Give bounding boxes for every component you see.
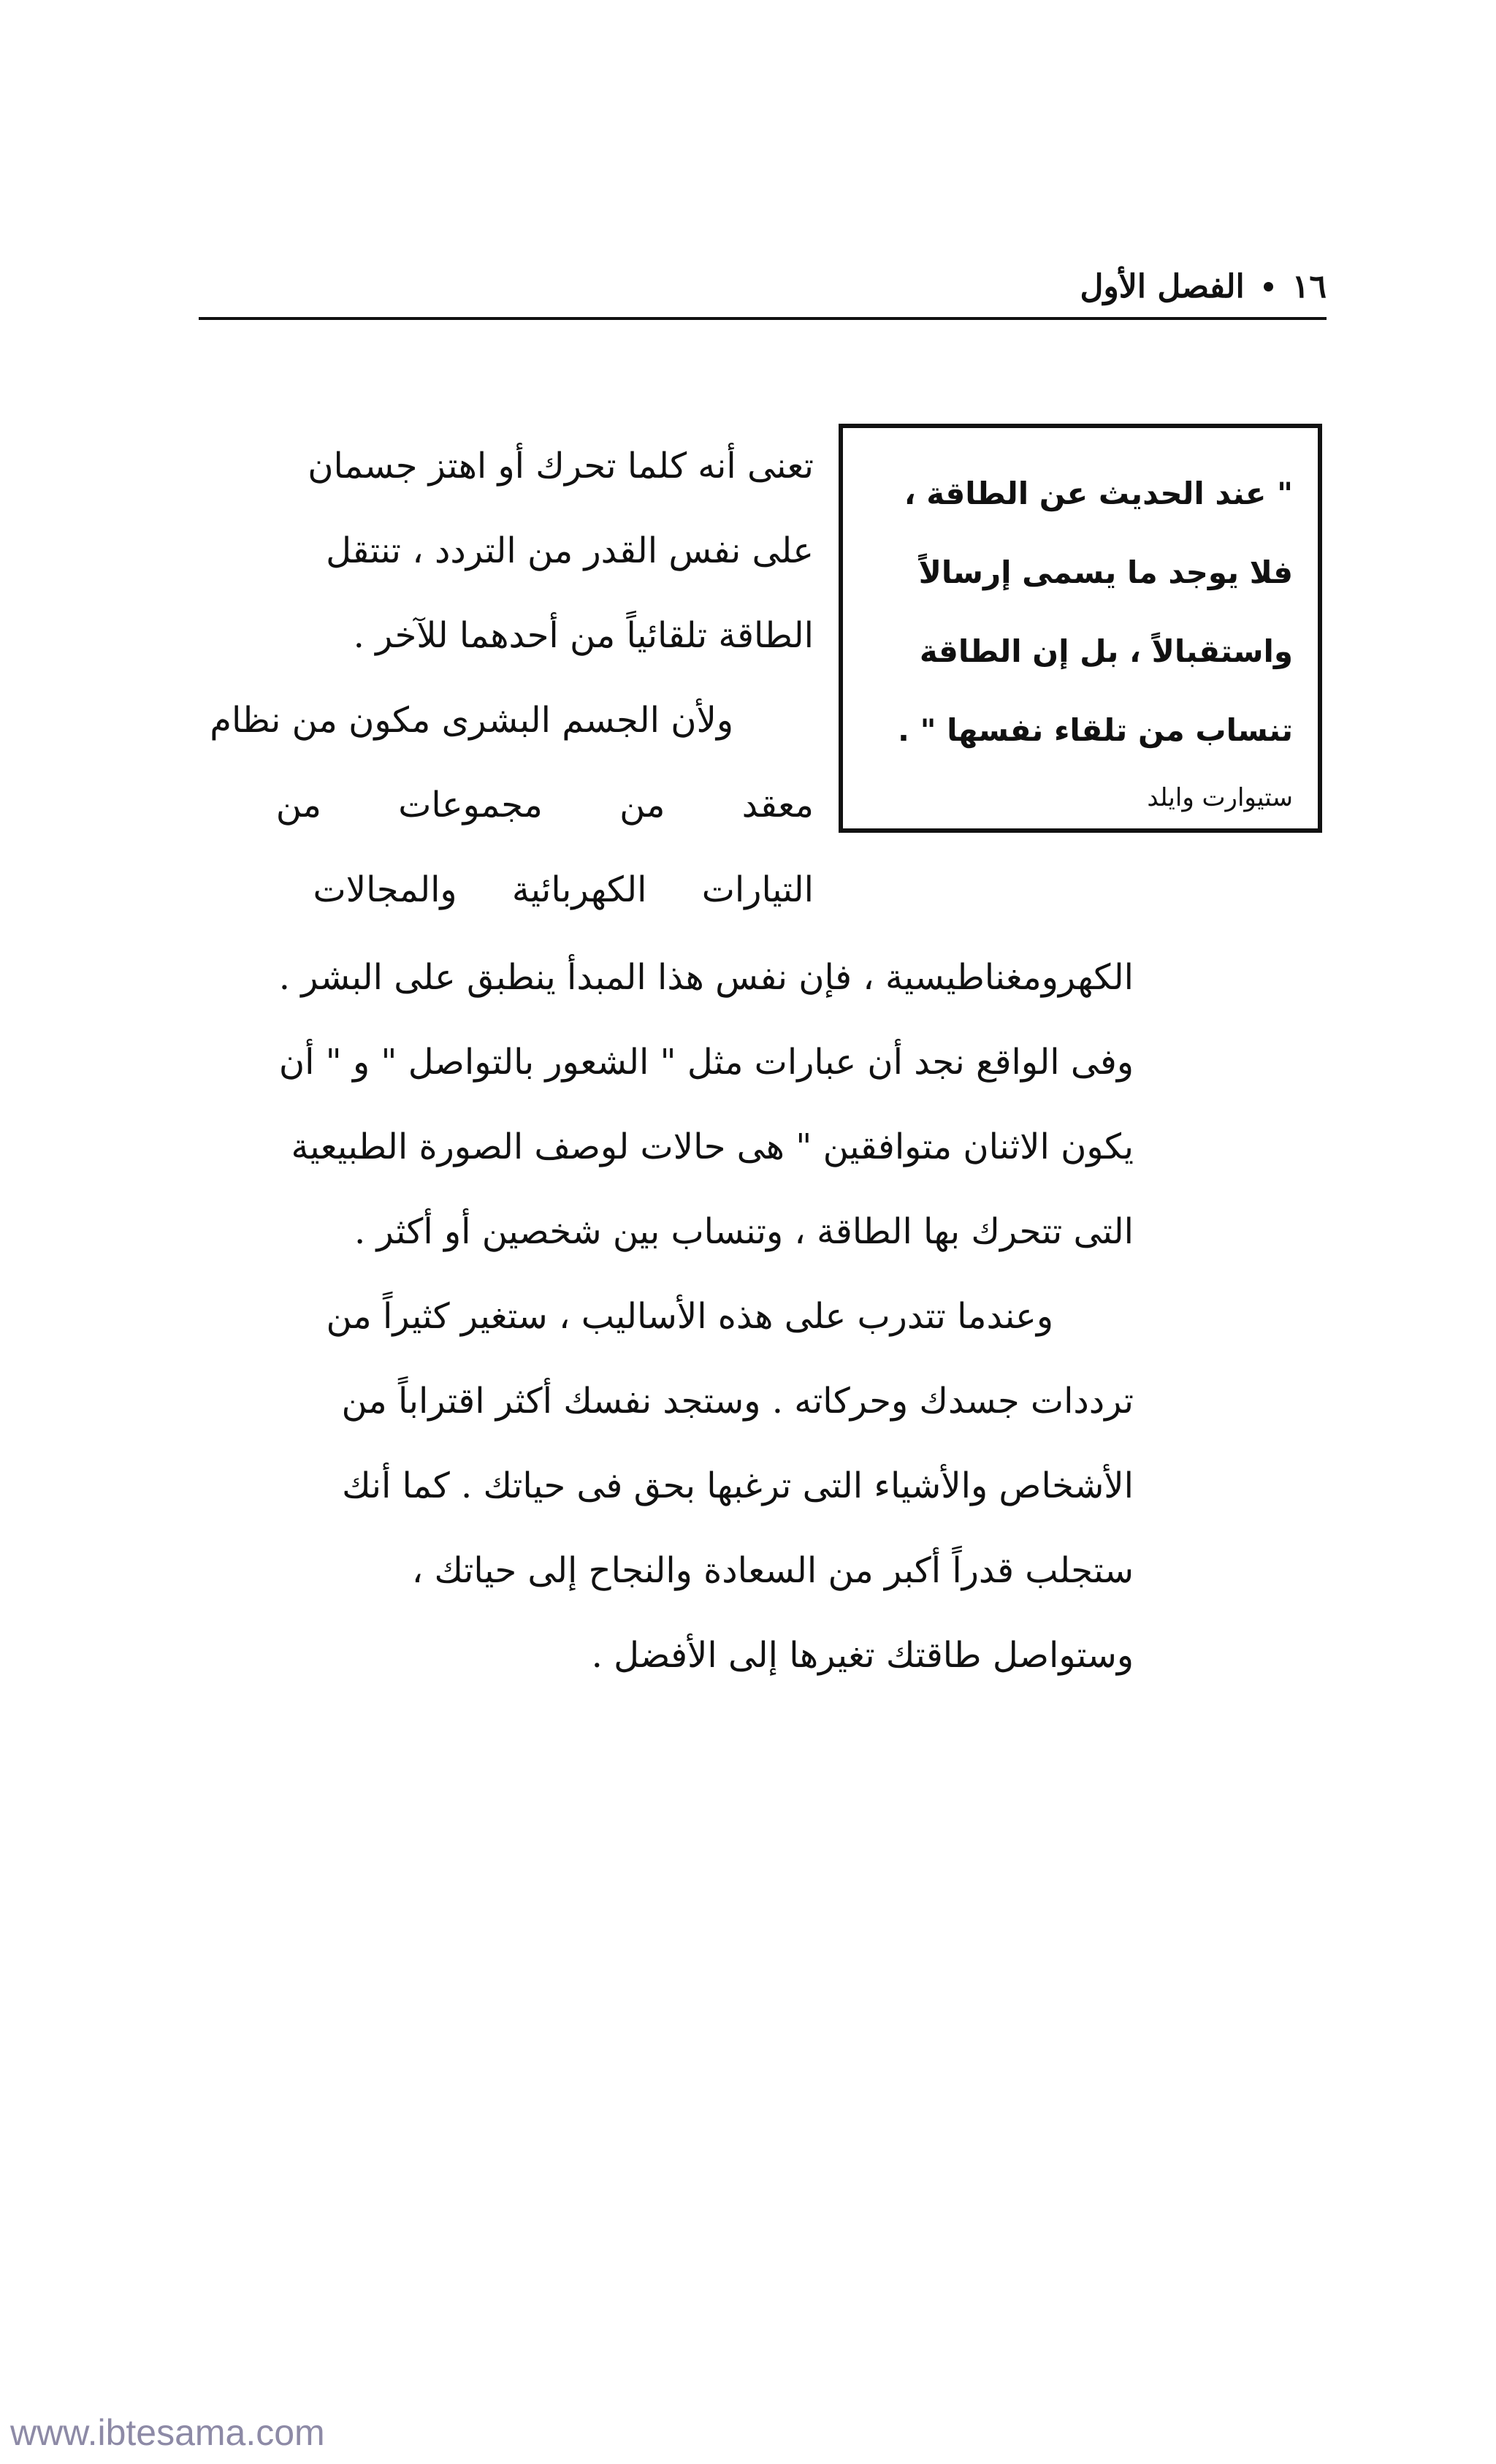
header-rule	[199, 317, 1327, 320]
main-paragraph	[199, 935, 1134, 1698]
chapter-title: الفصل الأول	[1080, 268, 1245, 305]
header-row	[1080, 268, 1327, 305]
bullet-icon	[1264, 282, 1273, 291]
text-line: وعندما تتدرب على هذه الأساليب ، ستغير كثيراً من	[326, 1296, 1053, 1337]
text-line: ستجلب قدراً أكبر من السعادة والنجاح إلى حياتك ،	[411, 1550, 1134, 1591]
quote-box	[839, 424, 1322, 833]
page-number: ١٦	[1291, 268, 1327, 305]
quote-line: تنساب من تلقاء نفسها " .	[898, 712, 1293, 748]
quote-line: واستقبالاً ، بل إن الطاقة	[919, 633, 1293, 669]
text-line: الطاقة تلقائياً من أحدهما للآخر .	[353, 615, 814, 656]
text-line: ترددات جسدك وحركاته . وستجد نفسك أكثر اقتراباً من	[341, 1381, 1134, 1422]
quote-line: فلا يوجد ما يسمى إرسالاً	[918, 554, 1293, 590]
text-line: وستواصل طاقتك تغيرها إلى الأفضل .	[591, 1635, 1134, 1676]
watermark-link[interactable]: www.ibtesama.com	[10, 2412, 325, 2453]
text-line: تعنى أنه كلما تحرك أو اهتز جسمان	[308, 446, 814, 487]
quote-line: " عند الحديث عن الطاقة ،	[904, 476, 1293, 511]
text-line: التى تتحرك بها الطاقة ، وتنساب بين شخصين أو أكثر .	[354, 1211, 1134, 1252]
text-line: يكون الاثنان متوافقين " هى حالات لوصف الصورة الطبيعية	[291, 1126, 1134, 1167]
text-line: التيارات الكهربائية والمجالات	[313, 869, 814, 910]
text-line: على نفس القدر من التردد ، تنتقل	[326, 530, 814, 571]
side-paragraph	[199, 424, 814, 932]
quote-author: ستيوارت وايلد	[1147, 783, 1293, 812]
text-line: معقد من مجموعات من	[275, 785, 814, 825]
text-line: الأشخاص والأشياء التى ترغبها بحق فى حياتك . كما أنك	[342, 1465, 1134, 1506]
text-line: الكهرومغناطيسية ، فإن نفس هذا المبدأ ينطبق على البشر .	[278, 957, 1134, 998]
text-line: ولأن الجسم البشرى مكون من نظام	[210, 700, 733, 741]
page-header	[199, 254, 1327, 320]
text-line: وفى الواقع نجد أن عبارات مثل " الشعور بالتواصل " و " أن	[278, 1042, 1134, 1083]
